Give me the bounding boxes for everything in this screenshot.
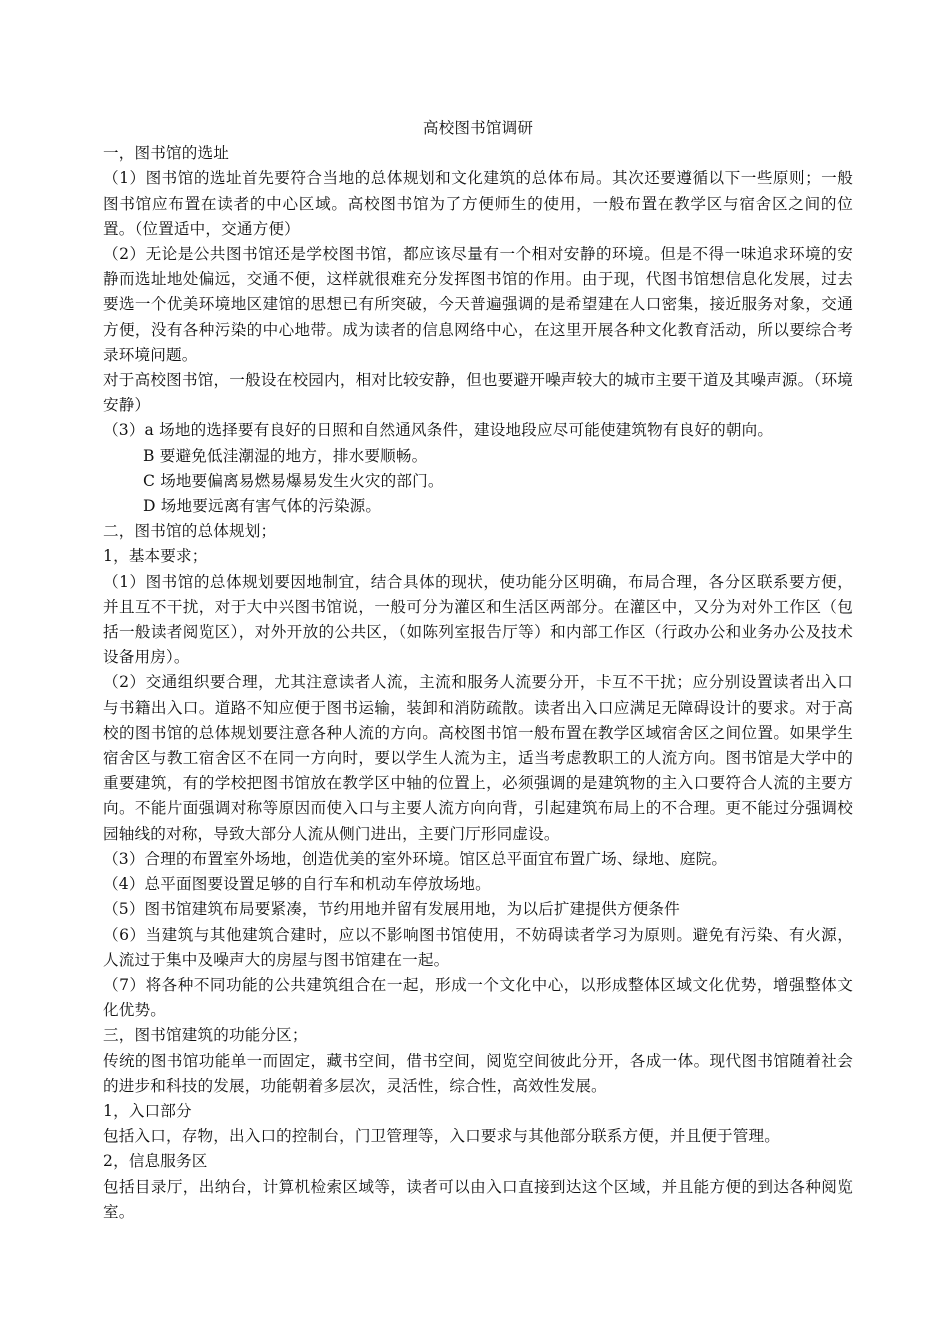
paragraph: 2，信息服务区	[103, 1152, 208, 1171]
paragraph: （6）当建筑与其他建筑合建时，应以不影响图书馆使用，不妨碍读者学习为原则。避免有污染、有火源，人流过于集中及噪声大的房屋与图书馆建在一起。	[103, 925, 853, 969]
paragraph: 对于高校图书馆，一般设在校园内，相对比较安静，但也要避开噪声较大的城市主要干道及其噪声源。（环境安静）	[103, 371, 853, 415]
paragraph: C 场地要偏离易燃易爆易发生火灾的部门。	[143, 471, 444, 490]
paragraph: 一，图书馆的选址	[103, 144, 229, 163]
document-page	[103, 116, 853, 1225]
paragraph: B 要避免低洼潮湿的地方，排水要顺畅。	[143, 446, 428, 465]
paragraph: （4）总平面图要设置足够的自行车和机动车停放场地。	[103, 875, 491, 894]
paragraph: 1，入口部分	[103, 1101, 192, 1120]
paragraph: 传统的图书馆功能单一而固定，藏书空间，借书空间，阅览空间彼此分开，各成一体。现代图书馆随着社会的进步和科技的发展，功能朝着多层次，灵活性，综合性，高效性发展。	[103, 1051, 853, 1095]
document-title: 高校图书馆调研	[422, 119, 534, 137]
paragraph: 1，基本要求；	[103, 547, 208, 566]
paragraph: 三，图书馆建筑的功能分区；	[103, 1026, 308, 1045]
paragraph: （1）图书馆的选址首先要符合当地的总体规划和文化建筑的总体布局。其次还要遵循以下一些原则；一般图书馆应布置在读者的中心区域。高校图书馆为了方便师生的使用，一般布置在教学区与宿舍区之间的位置。（位置适中，交通方便）	[103, 169, 853, 238]
paragraph: （2）无论是公共图书馆还是学校图书馆，都应该尽量有一个相对安静的环境。但是不得一味追求环境的安静而选址地处偏远，交通不便，这样就很难充分发挥图书馆的作用。由于现，代图书馆想信息化发展，过去要选一个优美环境地区建馆的思想已有所突破，今天普遍强调的是希望建在人口密集，接近服务对象，交通方便，没有各种污染的中心地带。成为读者的信息网络中心，在这里开展各种文化教育活动，所以要综合考录环境问题。	[103, 245, 853, 364]
paragraph: （5）图书馆建筑布局要紧凑，节约用地并留有发展用地，为以后扩建提供方便条件	[103, 900, 680, 919]
paragraph: （2）交通组织要合理，尤其注意读者人流，主流和服务人流要分开，卡互不干扰；应分别设置读者出入口与书籍出入口。道路不知应便于图书运输，装卸和消防疏散。读者出入口应满足无障碍设计的要求。对于高校的图书馆的总体规划要注意各种人流的方向。高校图书馆一般布置在教学区域宿舍区之间位置。如果学生宿舍区与教工宿舍区不在同一方向时，要以学生人流为主，适当考虑教职工的人流方向。图书馆是大学中的重要建筑，有的学校把图书馆放在教学区中轴的位置上，必须强调的是建筑物的主入口要符合人流的主要方向。不能片面强调对称等原因而使入口与主要人流方向向背，引起建筑布局上的不合理。更不能过分强调校园轴线的对称，导致大部分人流从侧门进出，主要门厅形同虚设。	[103, 673, 853, 843]
paragraph: （7）将各种不同功能的公共建筑组合在一起，形成一个文化中心，以形成整体区域文化优势，增强整体文化优势。	[103, 975, 853, 1020]
document-body	[103, 141, 853, 1225]
paragraph: D 场地要远离有害气体的污染源。	[143, 497, 382, 516]
paragraph: 包括目录厅，出纳台，计算机检索区域等，读者可以由入口直接到达这个区域，并且能方便的到达各种阅览室。	[103, 1177, 853, 1221]
paragraph: （1）图书馆的总体规划要因地制宜，结合具体的现状，使功能分区明确，布局合理，各分区联系要方便，并且互不干扰，对于大中兴图书馆说，一般可分为灌区和生活区两部分。在灌区中，又分为对外工作区（包括一般读者阅览区），对外开放的公共区，（如陈列室报告厅等）和内部工作区（行政办公和业务办公及技术设备用房）。	[103, 572, 853, 667]
paragraph: （3）合理的布置室外场地，创造优美的室外环境。馆区总平面宜布置广场、绿地、庭院。	[103, 849, 728, 868]
paragraph: 二，图书馆的总体规划；	[103, 522, 277, 541]
paragraph: 包括入口，存物，出入口的控制台，门卫管理等，入口要求与其他部分联系方便，并且便于管理。	[103, 1127, 780, 1146]
paragraph: （3）a 场地的选择要有良好的日照和自然通风条件，建设地段应尽可能使建筑物有良好的朝向。	[103, 421, 774, 440]
